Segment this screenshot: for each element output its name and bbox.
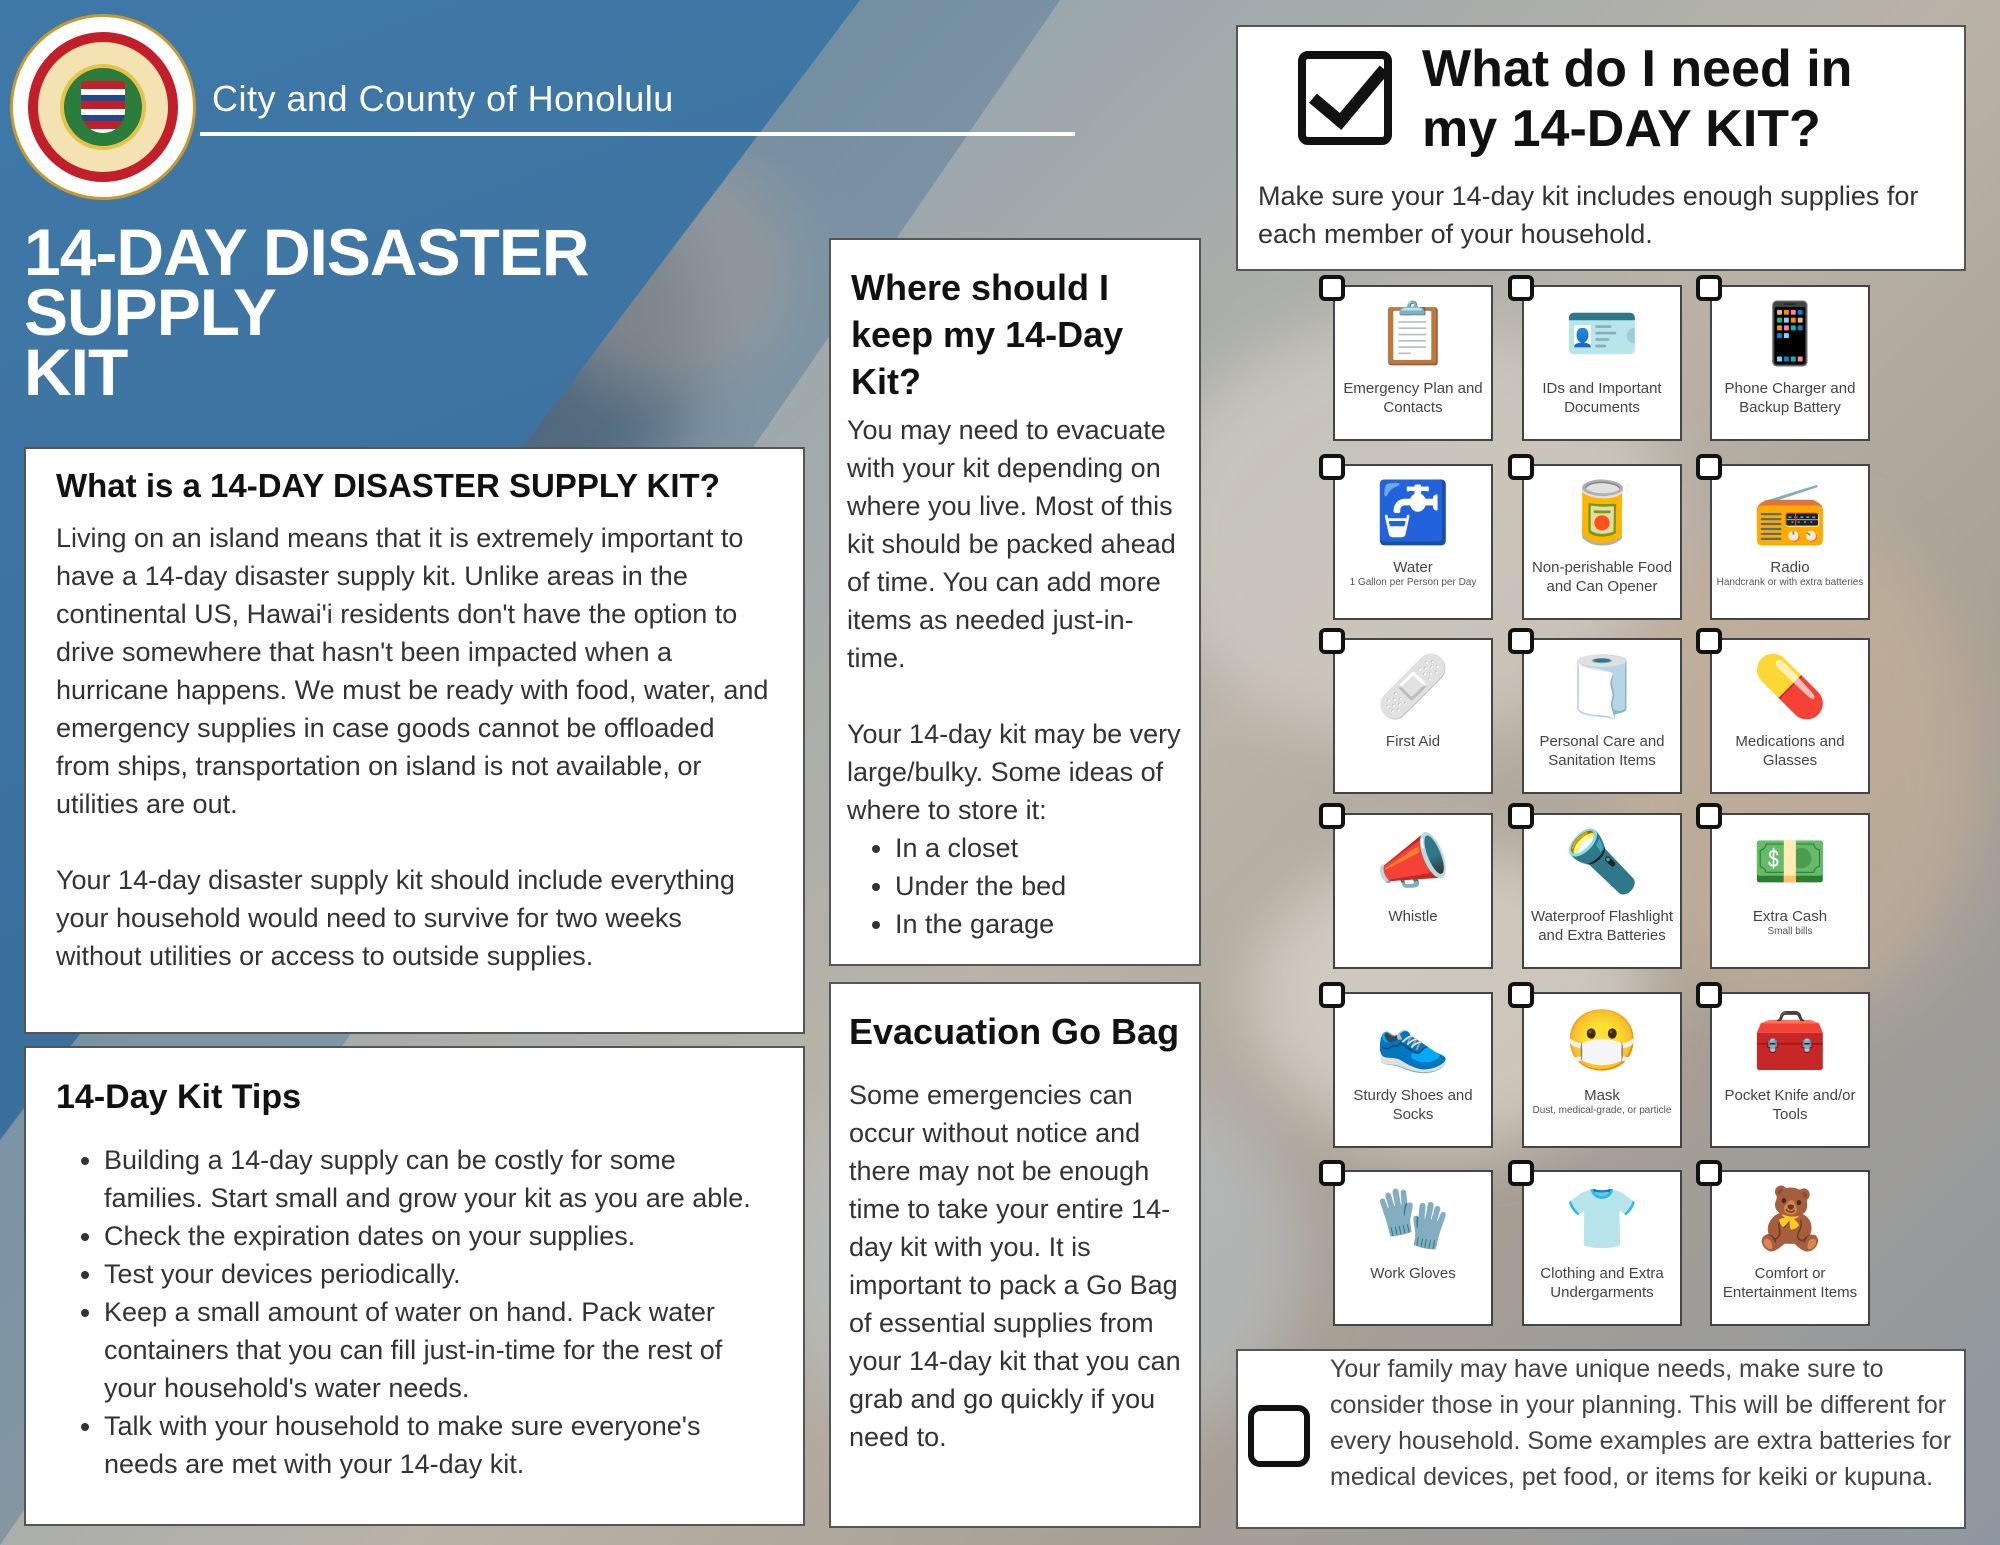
kit-item <box>1710 813 1870 969</box>
kit-item-label: Radio <box>1770 559 1810 576</box>
list-item: • In a closet <box>895 829 1185 867</box>
tools-icon: 🧰 <box>1752 1006 1828 1074</box>
kit-item-label: Personal Care and Sanitation Items <box>1539 733 1665 769</box>
list-item: • Test your devices periodically. <box>104 1255 773 1293</box>
tips-list <box>56 1141 773 1483</box>
kit-item-note: Handcrank or with extra batteries <box>1716 577 1864 588</box>
shoes-icon: 👟 <box>1375 1006 1451 1074</box>
unique-needs-text: Your family may have unique needs, make sure to consider those in your planning. This will be different for every household. Some examples are extra batteries for medical devices, pet food, or items for keiki or kupuna. <box>1330 1355 1952 1491</box>
unique-needs-checkbox[interactable] <box>1248 1405 1310 1467</box>
plan-icon: 📋 <box>1375 299 1451 367</box>
kit-item-checkbox[interactable] <box>1696 628 1722 654</box>
where-paragraph-2: Your 14-day kit may be very large/bulky. Some ideas of where to store it: <box>847 719 1181 825</box>
radio-icon: 📻 <box>1752 478 1828 546</box>
gloves-icon: 🧤 <box>1375 1184 1451 1252</box>
kit-item-checkbox[interactable] <box>1696 275 1722 301</box>
title-line-3: KIT <box>24 335 128 409</box>
kit-item-label: Waterproof Flashlight and Extra Batteries <box>1530 908 1673 944</box>
kit-item <box>1710 285 1870 441</box>
kit-item <box>1333 464 1493 620</box>
list-item: • Check the expiration dates on your supplies. <box>104 1217 773 1255</box>
clothing-icon: 👕 <box>1564 1184 1640 1252</box>
kit-item <box>1333 638 1493 794</box>
page-title <box>24 215 589 409</box>
kit-item-checkbox[interactable] <box>1508 982 1534 1008</box>
kit-item-checkbox[interactable] <box>1696 1160 1722 1186</box>
checkbox-icon <box>1298 51 1392 145</box>
kit-item <box>1710 638 1870 794</box>
kit-item-label: First Aid <box>1385 733 1441 750</box>
org-name: City and County of Honolulu <box>212 78 674 119</box>
kit-item-label: Emergency Plan and Contacts <box>1343 380 1483 416</box>
kit-item-label: Whistle <box>1388 908 1438 925</box>
need-heading-line-1: What do I need in <box>1422 40 1853 98</box>
where-paragraph-1: You may need to evacuate with your kit depending on where you live. Most of this kit should be packed ahead of time. You can add more items as needed just-in-time. <box>847 415 1176 673</box>
go-bag-heading: Evacuation Go Bag <box>849 1011 1180 1052</box>
what-is-paragraph-2: Your 14-day disaster supply kit should include everything your household would need to survive for two weeks without utilities or access to outside supplies. <box>56 865 735 971</box>
kit-item-label: IDs and Important Documents <box>1542 380 1662 416</box>
whistle-icon: 📣 <box>1375 827 1451 895</box>
need-heading-line-2: my 14-DAY KIT? <box>1422 100 1821 158</box>
kit-item <box>1522 464 1682 620</box>
what-is-paragraph-1: Living on an island means that it is extremely important to have a 14-day disaster supply kit. Unlike areas in the continental US, Hawai'i residents don't have the option to drive somewhere that hasn't been impacted when a hurricane happens. We must be ready with food, water, and emergency supplies in case goods cannot be offloaded from ships, transportation on island is not available, or utilities are out. <box>56 523 769 819</box>
what-is-section <box>24 447 805 1034</box>
tips-heading: 14-Day Kit Tips <box>56 1078 302 1116</box>
kit-item-note: 1 Gallon per Person per Day <box>1349 577 1477 588</box>
kit-item-label: Extra Cash <box>1752 908 1828 925</box>
kit-item-checkbox[interactable] <box>1508 454 1534 480</box>
kit-item <box>1333 1170 1493 1326</box>
where-section <box>829 238 1201 966</box>
kit-item <box>1710 464 1870 620</box>
kit-item-checkbox[interactable] <box>1319 275 1345 301</box>
header-divider <box>200 132 1075 136</box>
kit-item-checkbox[interactable] <box>1319 803 1345 829</box>
kit-item-label: Non-perishable Food and Can Opener <box>1531 559 1673 595</box>
kit-item <box>1710 992 1870 1148</box>
kit-item <box>1333 285 1493 441</box>
need-heading <box>1422 39 1852 159</box>
what-is-heading: What is a 14-DAY DISASTER SUPPLY KIT? <box>56 467 720 504</box>
kit-item-label: Phone Charger and Backup Battery <box>1724 380 1856 416</box>
kit-item-label: Work Gloves <box>1370 1265 1456 1282</box>
go-bag-section <box>829 982 1201 1528</box>
kit-item-note: Small bills <box>1767 926 1813 937</box>
kit-item-label: Clothing and Extra Undergarments <box>1540 1265 1664 1301</box>
cash-icon: 💵 <box>1752 827 1828 895</box>
kit-item-checkbox[interactable] <box>1696 803 1722 829</box>
kit-item-note: Dust, medical-grade, or particle <box>1532 1105 1672 1116</box>
kit-item <box>1522 285 1682 441</box>
list-item: • Keep a small amount of water on hand. Pack water containers that you can fill just-in-time for the rest of your household's water needs. <box>104 1293 773 1407</box>
water-jug-icon: 🚰 <box>1375 478 1451 546</box>
kit-item <box>1522 813 1682 969</box>
kit-item-checkbox[interactable] <box>1319 454 1345 480</box>
unique-needs-box <box>1236 1349 1966 1529</box>
kit-item <box>1333 992 1493 1148</box>
title-line-1: 14-DAY DISASTER <box>24 215 589 289</box>
kit-item-checkbox[interactable] <box>1319 1160 1345 1186</box>
list-item: • Building a 14-day supply can be costly for some families. Start small and grow your kit as you are able. <box>104 1141 773 1217</box>
kit-item-label: Mask <box>1584 1087 1620 1104</box>
kit-item-label: Water <box>1393 559 1433 576</box>
kit-item-label: Medications and Glasses <box>1735 733 1845 769</box>
mask-icon: 😷 <box>1564 1006 1640 1074</box>
need-subtitle: Make sure your 14-day kit includes enough supplies for each member of your household. <box>1258 181 1919 249</box>
kit-item-label: Sturdy Shoes and Socks <box>1353 1087 1473 1123</box>
canned-food-icon: 🥫 <box>1564 478 1640 546</box>
go-bag-paragraph: Some emergencies can occur without notice and there may not be enough time to take your entire 14-day kit with you. It is important to pack a Go Bag of essential supplies from your 14-day kit that you can grab and go quickly if you need to. <box>849 1080 1181 1452</box>
tips-section <box>24 1046 805 1526</box>
list-item: • Talk with your household to make sure everyone's needs are met with your 14-day kit. <box>104 1407 773 1483</box>
list-item: • Under the bed <box>895 867 1185 905</box>
flashlight-icon: 🔦 <box>1564 827 1640 895</box>
kit-item-checkbox[interactable] <box>1508 275 1534 301</box>
documents-icon: 🪪 <box>1564 299 1640 367</box>
first-aid-icon: 🩹 <box>1375 652 1451 720</box>
kit-item-label: Pocket Knife and/or Tools <box>1724 1087 1856 1123</box>
where-heading: Where should I keep my 14-Day Kit? <box>851 267 1124 402</box>
kit-item <box>1710 1170 1870 1326</box>
kit-item-checkbox[interactable] <box>1696 454 1722 480</box>
city-seal-logo <box>10 14 196 200</box>
list-item: • In the garage <box>895 905 1185 943</box>
kit-item-checkbox[interactable] <box>1508 628 1534 654</box>
title-line-2: SUPPLY <box>24 275 277 349</box>
medication-icon: 💊 <box>1752 652 1828 720</box>
kit-item <box>1522 1170 1682 1326</box>
kit-item <box>1522 992 1682 1148</box>
kit-item-checkbox[interactable] <box>1696 982 1722 1008</box>
kit-item <box>1522 638 1682 794</box>
kit-item-label: Comfort or Entertainment Items <box>1722 1265 1858 1301</box>
toiletries-icon: 🧻 <box>1564 652 1640 720</box>
kit-item-checkbox[interactable] <box>1319 982 1345 1008</box>
kit-item <box>1333 813 1493 969</box>
need-header <box>1236 25 1966 271</box>
kit-item-checkbox[interactable] <box>1508 803 1534 829</box>
where-list <box>847 829 1185 943</box>
kit-item-checkbox[interactable] <box>1319 628 1345 654</box>
phone-icon: 📱 <box>1752 299 1828 367</box>
toys-icon: 🧸 <box>1752 1184 1828 1252</box>
kit-item-checkbox[interactable] <box>1508 1160 1534 1186</box>
